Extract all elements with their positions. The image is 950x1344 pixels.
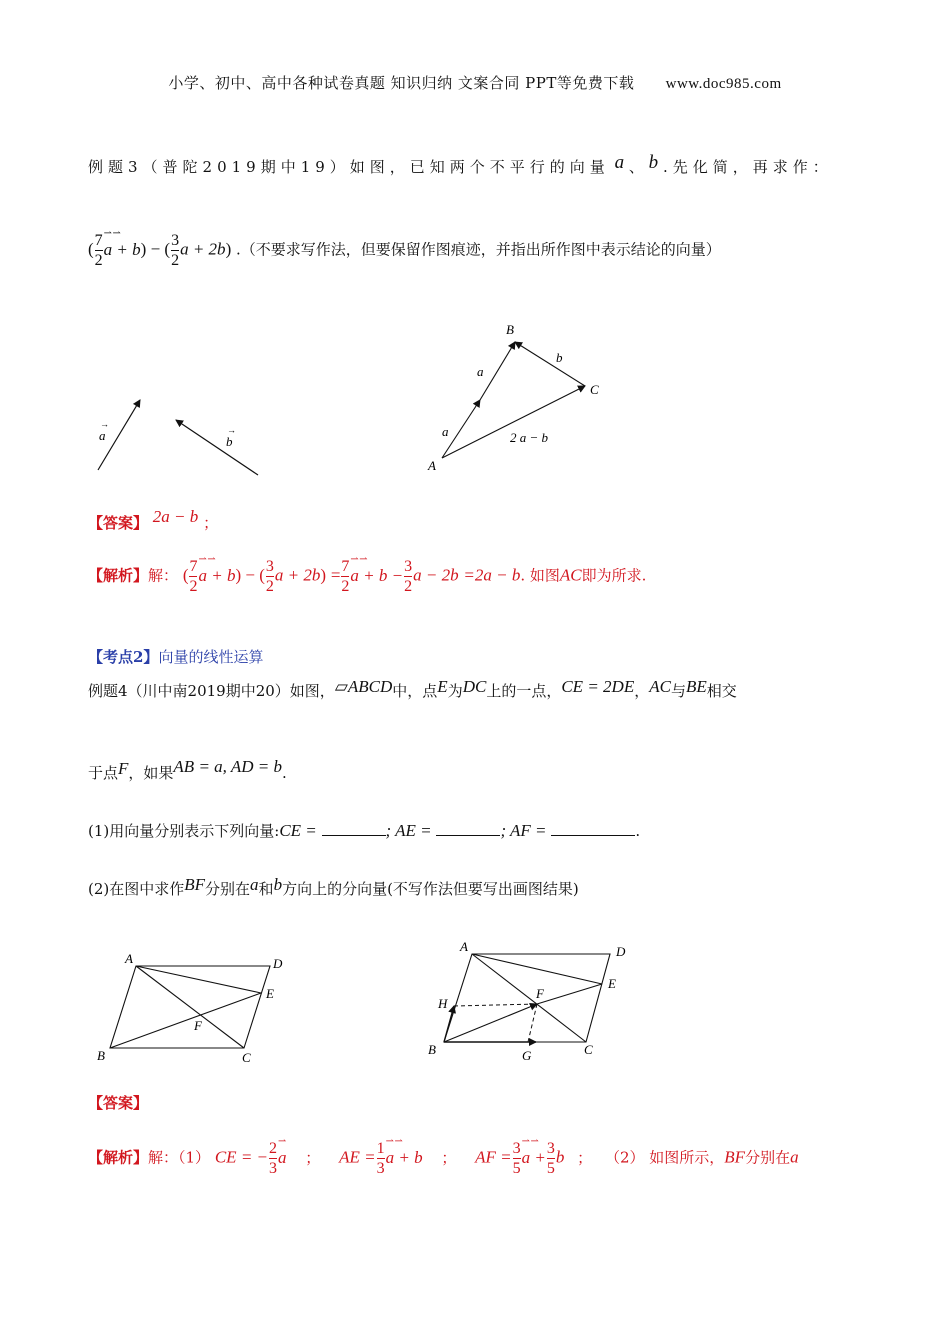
answer-sep: ； — [203, 514, 219, 532]
paren-close: ) — [225, 239, 232, 259]
example3-expr-tail: .（不要求写作法，但要保留作图痕迹，并指出所作图中表示结论的向量） — [236, 240, 721, 259]
fig1-point-d: D — [273, 956, 283, 971]
parallelogram-abcd: ▱ABCD — [334, 677, 393, 696]
fig2-point-a: A — [460, 939, 468, 954]
answer-value: 2a − b — [152, 507, 199, 526]
example3-intro-line — [88, 152, 833, 178]
figure-parallelogram-1 — [92, 948, 302, 1068]
vector-bf — [444, 1004, 537, 1042]
example3-intro: 例题3（普陀2019期中19）如图，已知两个不平行的向量 — [88, 158, 610, 176]
figure-parallelogram-2 — [424, 936, 644, 1066]
edge-ab-label: a — [477, 364, 484, 379]
svg-text:→: → — [227, 425, 236, 435]
example3-answer — [88, 507, 219, 533]
blank-af[interactable] — [551, 821, 635, 836]
kaodian-title: 向量的线性运算 — [158, 648, 264, 666]
component-bh — [444, 1006, 454, 1042]
fig2-point-d: D — [616, 944, 626, 959]
blank-ae[interactable] — [436, 821, 500, 836]
term-a-plus-2b: a + 2b — [180, 239, 226, 259]
fig2-point-h: H — [438, 996, 448, 1011]
dashed-fg — [528, 1004, 537, 1042]
paren: ( — [88, 239, 94, 259]
edge-ab-label-2: a — [442, 424, 449, 439]
figure-given-vectors — [90, 390, 270, 485]
fig2-point-e: E — [608, 976, 616, 991]
analysis4-label: 【解析】 — [88, 1148, 149, 1167]
edge-2a-b — [442, 386, 585, 458]
edge-ac-label: 2 a − b — [510, 430, 549, 445]
edge-a-upper — [480, 342, 515, 400]
point-b-label: B — [506, 322, 514, 337]
dashed-hf — [454, 1004, 537, 1006]
example3-expression-line — [88, 227, 721, 269]
analysis-label: 【解析】 — [88, 566, 149, 585]
fraction-3-2: $\frac{3}{2}$ — [171, 232, 180, 269]
fig1-point-e: E — [266, 986, 274, 1001]
term-a-plus-b: ⇀ ⇀ a + b — [103, 227, 141, 259]
kaodian-heading — [88, 646, 263, 667]
vector-b-symbol: b — [648, 152, 659, 173]
example3-tail: .先化简，再求作： — [662, 158, 833, 176]
example4-analysis: 【解析】解：（1） CE = − $\frac{2}{3}$ ⇀ a ； AE = $\frac{1}{3}$ ⇀ ⇀ a + b ； AF = $\frac{3}{5}$ ⇀ ⇀ a + $\frac{3}{5}$ b ； （2） 如图所示，BF分别在a — [88, 1135, 799, 1177]
point-c-label: C — [590, 382, 599, 397]
blank-ce[interactable] — [322, 821, 386, 836]
header-url[interactable]: www.doc985.com — [665, 76, 782, 92]
vector-b-arrow — [176, 420, 258, 475]
minus-paren: ) − ( — [140, 239, 171, 259]
fig2-point-f: F — [536, 986, 544, 1001]
figure-triangle-abc — [420, 320, 620, 480]
example4-question1: (1)用向量分别表示下列向量:CE = ; AE = ; AF = . — [88, 821, 641, 840]
fig2-point-c: C — [584, 1042, 593, 1057]
example4-line2: 于点F，如果AB = a, AD = b. — [88, 757, 287, 782]
fig1-point-b: B — [97, 1048, 105, 1063]
fig1-point-a: A — [125, 951, 133, 966]
diagonal-ac — [136, 966, 244, 1048]
point-a-label: A — [428, 458, 436, 473]
example4-answer — [88, 1092, 148, 1113]
fraction-7-2: $\frac{7}{2}$ — [94, 232, 103, 269]
edge-b — [515, 342, 585, 386]
answer4-label: 【答案】 — [88, 1094, 149, 1112]
segment-be — [110, 993, 261, 1048]
kaodian-label: 【考点2】 — [88, 648, 159, 666]
example3-analysis: 【解析】解： ( $\frac{7}{2}$ ⇀ ⇀ a + b) − ( $\frac{3}{2}$ a + 2b) = $\frac{7}{2}$ ⇀ ⇀ a + b − $\frac{3}{2}$ a − 2b =2a − b. 如图AC即为所求. — [88, 553, 647, 595]
fig2-point-b: B — [428, 1042, 436, 1057]
answer-label: 【答案】 — [88, 514, 149, 532]
separator: 、 — [628, 158, 644, 176]
analysis-result: =2a − b — [463, 565, 521, 585]
example4-question2: (2)在图中求作BF分别在a和b方向上的分向量(不写作法但要写出画图结果) — [88, 875, 579, 898]
analysis-prefix: 解： — [148, 566, 179, 585]
segment2-fe — [537, 984, 602, 1004]
label-b: b — [226, 434, 233, 449]
example4-line1: 例题4（川中南2019期中20）如图，▱ABCD中，点E为DC上的一点，CE = 2DE，AC与BE相交 — [88, 677, 737, 700]
fig2-point-g: G — [522, 1048, 532, 1063]
edge-cb-label: b — [556, 350, 563, 365]
label-a: a — [99, 428, 106, 443]
vector-a-symbol: a — [614, 152, 625, 173]
segment-ae — [136, 966, 261, 993]
header-text: 小学、初中、高中各种试卷真题 知识归纳 文案合同 PPT等免费下载 — [168, 74, 635, 92]
svg-text:→: → — [100, 419, 109, 429]
fig1-point-f: F — [194, 1018, 202, 1033]
page-header — [0, 72, 950, 93]
fig1-point-c: C — [242, 1050, 251, 1065]
